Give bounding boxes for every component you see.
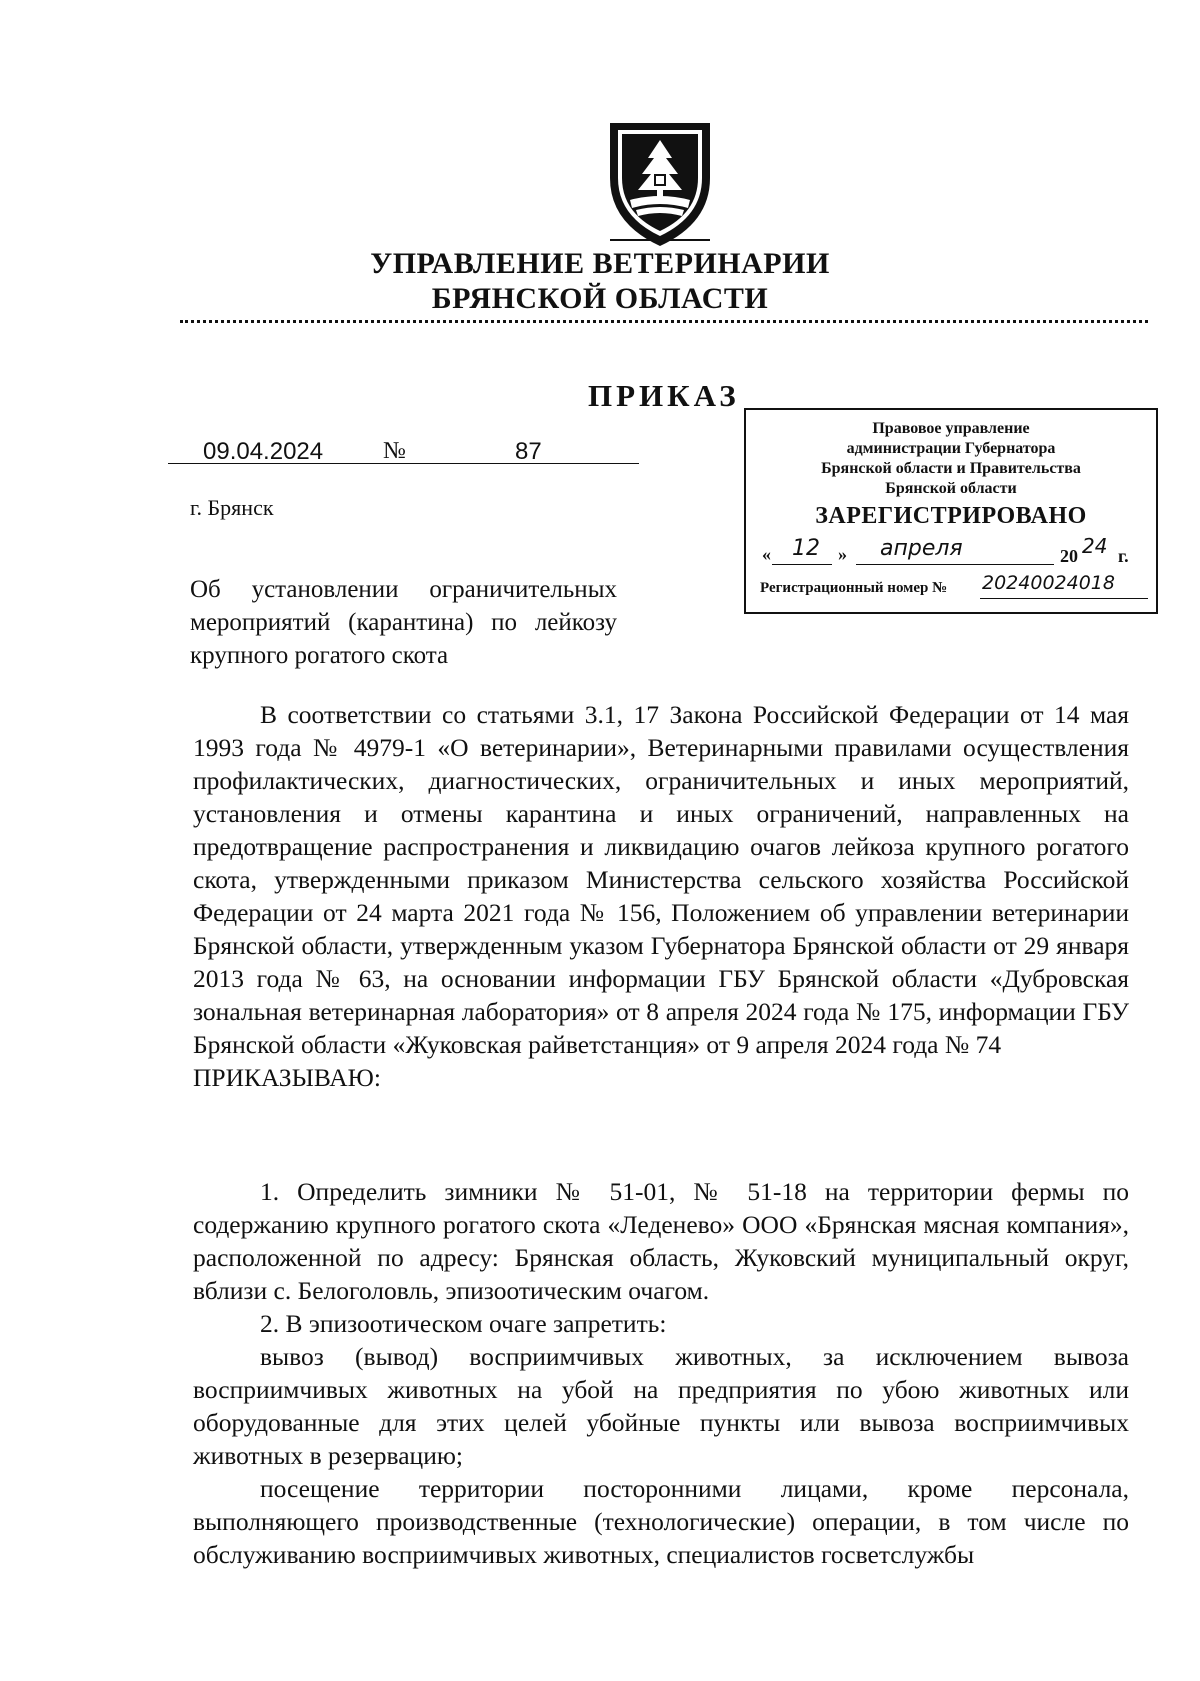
order-items xyxy=(193,1175,1129,1571)
stamp-line-2: администрации Губернатора xyxy=(846,440,1056,457)
stamp-reg-number: 20240024018 xyxy=(982,572,1115,594)
org-name-line-2: БРЯНСКОЙ ОБЛАСТИ xyxy=(431,282,769,315)
stamp-year-suffix: 24 xyxy=(1082,534,1108,558)
document-subject: Об установлении ограничительных мероприятий (карантина) по лейкозу крупного рогатого скота xyxy=(190,576,617,669)
stamp-line-3: Брянской области и Правительства xyxy=(821,460,1081,477)
order-item-2-clause-b: посещение территории посторонними лицами, кроме персонала, выполняющего производственные (технологические) операции, в том числе по обслуживанию восприимчивых животных, специалистов госветслужбы xyxy=(193,1474,1129,1569)
document-number-label: № xyxy=(383,438,406,464)
document-city: г. Брянск xyxy=(190,495,274,520)
header-dotted-divider xyxy=(180,320,1148,323)
stamp-day: 12 xyxy=(792,536,820,561)
stamp-year-prefix: 20 xyxy=(1060,546,1078,566)
order-item-2-clause-a: вывоз (вывод) восприимчивых животных, за исключением вывоза восприимчивых животных на убой на предприятия по убою животных или оборудованные для этих целей убойные пункты или вывоза восприимчивых животных в резервацию; xyxy=(193,1342,1129,1470)
document-body xyxy=(193,698,1129,1094)
stamp-year-unit: г. xyxy=(1118,546,1129,566)
document-number: 87 xyxy=(515,438,542,465)
preamble-paragraph: В соответствии со статьями 3.1, 17 Закона Российской Федерации от 14 мая 1993 года № 4979-1 «О ветеринарии», Ветеринарными правилами осуществления профилактических, диагностических, ограничительных и иных мероприятий, установления и отмены карантина и иных ограничений, направленных на предотвращение распространения и ликвидацию очагов лейкоза крупного рогатого скота, утвержденными приказом Министерства сельского хозяйства Российской Федерации от 24 марта 2021 года № 156, Положением об управлении ветеринарии Брянской области, утвержденным указом Губернатора Брянской области от 29 января 2013 года № 63, на основании информации ГБУ Брянской области «Дубровская зональная ветеринарная лаборатория» от 8 апреля 2024 года № 175, информации ГБУ Брянской области «Жуковская райветстанция» от 9 апреля 2024 года № 74 xyxy=(193,700,1129,1059)
order-item-1: 1. Определить зимники № 51-01, № 51-18 на территории фермы по содержанию крупного рогатого скота «Леденево» ООО «Брянская мясная компания», расположенной по адресу: Брянская область, Жуковский муниципальный округ, вблизи с. Белоголовль, эпизоотическим очагом. xyxy=(193,1177,1129,1305)
coat-of-arms-emblem xyxy=(600,118,720,253)
stamp-date-row: « 12 » апреля 20 24 г. xyxy=(762,534,1129,566)
document-date: 09.04.2024 xyxy=(203,438,324,465)
stamp-line-4: Брянской области xyxy=(885,480,1017,497)
stamp-month: апреля xyxy=(880,536,963,561)
date-number-underline xyxy=(168,463,639,464)
registration-stamp xyxy=(744,408,1158,614)
document-type-title: ПРИКАЗ xyxy=(588,378,740,413)
stamp-status: ЗАРЕГИСТРИРОВАНО xyxy=(815,503,1087,529)
order-item-2: 2. В эпизоотическом очаге запретить: xyxy=(260,1309,667,1338)
order-word: ПРИКАЗЫВАЮ: xyxy=(193,1063,381,1092)
stamp-reg-underline xyxy=(980,598,1148,599)
stamp-line-1: Правовое управление xyxy=(872,420,1030,437)
stamp-reg-label: Регистрационный номер № xyxy=(760,580,948,596)
org-name-line-1: УПРАВЛЕНИЕ ВЕТЕРИНАРИИ xyxy=(370,247,830,280)
